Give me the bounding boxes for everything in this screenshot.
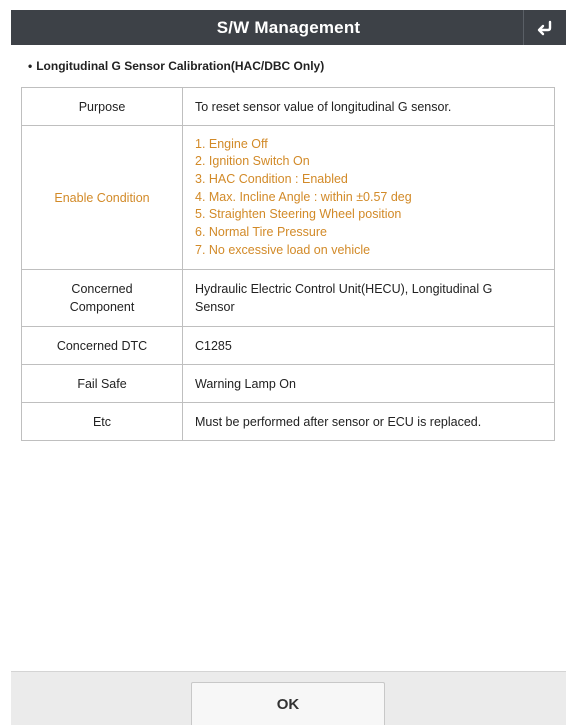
table-row-fail-safe [22, 365, 555, 403]
table-row-enable-condition [22, 126, 555, 270]
value-line: Hydraulic Electric Control Unit(HECU), Longitudinal G [195, 282, 493, 296]
table-row-concerned-dtc [22, 327, 555, 365]
title-bar [11, 10, 566, 45]
row-label-concerned-dtc: Concerned DTC [22, 327, 183, 365]
row-label-purpose: Purpose [22, 88, 183, 126]
enable-condition-list [195, 136, 542, 260]
condition-item: 3. HAC Condition : Enabled [195, 171, 348, 186]
table-row-etc [22, 403, 555, 441]
row-value-concerned-component [183, 270, 555, 327]
row-label-fail-safe: Fail Safe [22, 365, 183, 403]
row-value-enable-condition [183, 126, 555, 270]
section-title [28, 59, 324, 73]
condition-item: 7. No excessive load on vehicle [195, 242, 371, 257]
table-row-purpose [22, 88, 555, 126]
row-value-purpose: To reset sensor value of longitudinal G sensor. [183, 88, 555, 126]
footer-bar [11, 671, 566, 725]
return-arrow-icon [535, 19, 555, 37]
label-line: Concerned [71, 282, 133, 296]
window-title: S/W Management [216, 17, 361, 37]
ok-button[interactable]: OK [191, 682, 385, 725]
condition-item: 4. Max. Incline Angle : within ±0.57 deg [195, 189, 412, 204]
back-button[interactable] [523, 10, 566, 45]
section-title-text: Longitudinal G Sensor Calibration(HAC/DBC Only) [36, 59, 325, 73]
row-value-etc: Must be performed after sensor or ECU is replaced. [183, 403, 555, 441]
value-line: Sensor [195, 300, 235, 314]
row-label-etc: Etc [22, 403, 183, 441]
row-label-concerned-component [22, 270, 183, 327]
condition-item: 2. Ignition Switch On [195, 154, 310, 169]
row-label-enable-condition: Enable Condition [22, 126, 183, 270]
bullet: • [28, 59, 33, 73]
calibration-info-table [21, 87, 555, 441]
label-line: Component [69, 300, 135, 314]
condition-item: 6. Normal Tire Pressure [195, 225, 327, 240]
condition-item: 5. Straighten Steering Wheel position [195, 207, 402, 222]
table-row-concerned-component [22, 270, 555, 327]
row-value-fail-safe: Warning Lamp On [183, 365, 555, 403]
row-value-concerned-dtc: C1285 [183, 327, 555, 365]
condition-item: 1. Engine Off [195, 136, 268, 151]
